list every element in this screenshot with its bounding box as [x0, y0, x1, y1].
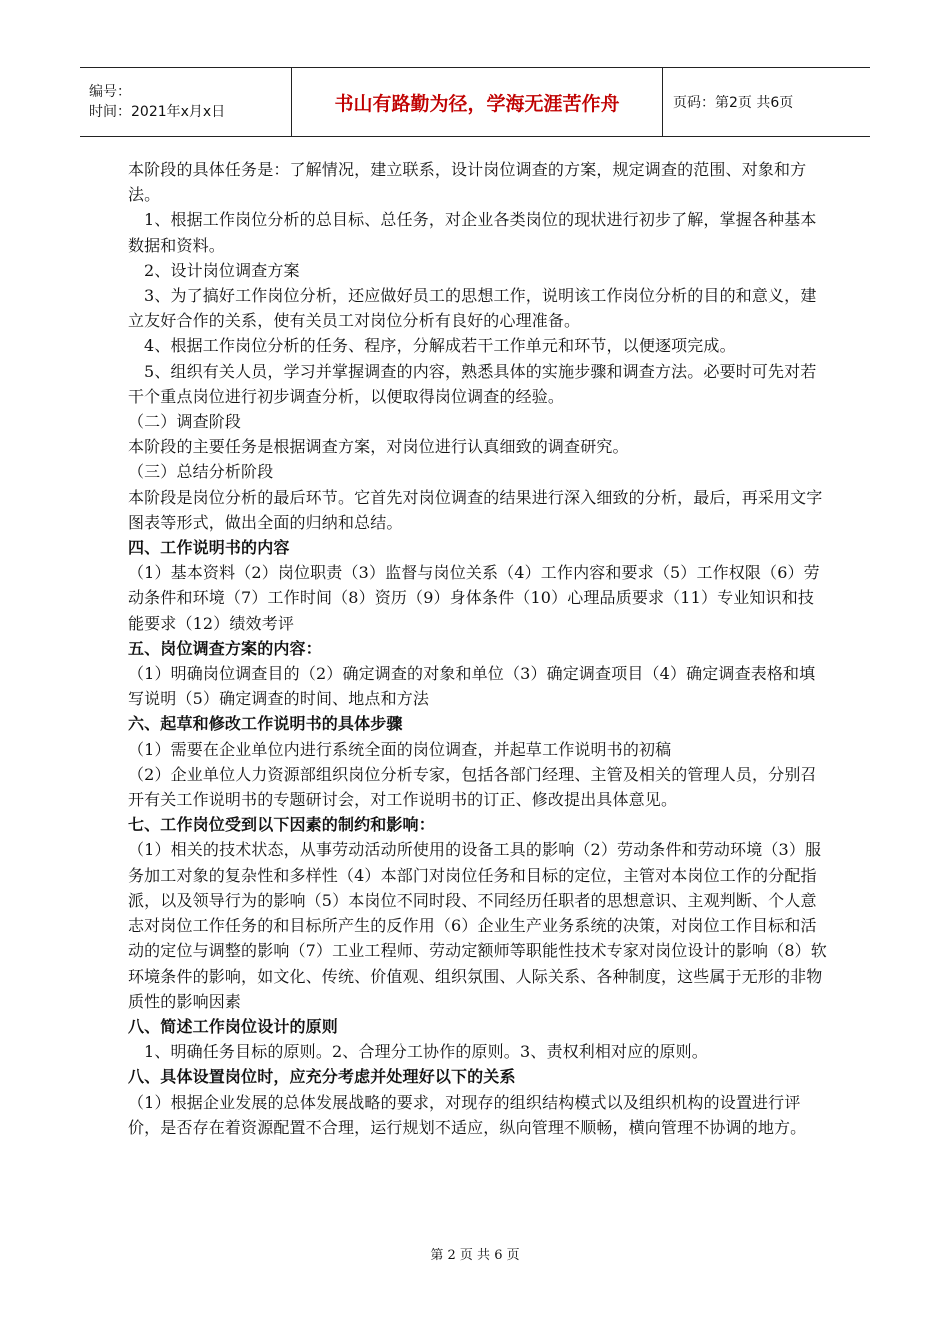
page-header [80, 67, 870, 137]
paragraph: 本阶段的具体任务是：了解情况，建立联系，设计岗位调查的方案，规定调查的范围、对象和方法。 [128, 160, 807, 205]
paragraph: 本阶段的主要任务是根据调查方案，对岗位进行认真细致的调查研究。 [128, 437, 629, 457]
paragraph: （三）总结分析阶段 [128, 462, 274, 482]
document-date: 时间：2021年x月x日 [89, 104, 226, 120]
header-motto [292, 68, 663, 136]
header-page-info [663, 68, 870, 136]
footer-page-number: 第 2 页 共 6 页 [430, 1248, 520, 1263]
paragraph: 4、根据工作岗位分析的任务、程序，分解成若干工作单元和环节，以便逐项完成。 [144, 336, 736, 356]
section-heading: 八、简述工作岗位设计的原则 [128, 1016, 338, 1036]
paragraph: 1、明确任务目标的原则。2、合理分工协作的原则。3、责权利相对应的原则。 [144, 1042, 708, 1062]
paragraph: （二）调查阶段 [128, 412, 242, 432]
section-heading: 四、工作说明书的内容 [128, 538, 290, 558]
paragraph: 2、设计岗位调查方案 [144, 260, 300, 280]
header-meta [80, 68, 292, 136]
paragraph: 5、组织有关人员，学习并掌握调查的内容，熟悉具体的实施步骤和调查方法。必要时可先对若干个重点岗位进行初步调查分析，以便取得岗位调查的经验。 [128, 361, 817, 406]
section-heading: 六、起草和修改工作说明书的具体步骤 [128, 714, 403, 734]
document-body [128, 157, 828, 1140]
paragraph: （1）明确岗位调查目的（2）确定调查的对象和单位（3）确定调查项目（4）确定调查表格和填写说明（5）确定调查的时间、地点和方法 [128, 664, 816, 709]
paragraph: （1）根据企业发展的总体发展战略的要求，对现存的组织结构模式以及组织机构的设置进行评价，是否存在着资源配置不合理，运行规划不适应，纵向管理不顺畅，横向管理不协调的地方。 [128, 1092, 807, 1137]
section-heading: 五、岗位调查方案的内容： [128, 638, 322, 658]
section-heading: 八、具体设置岗位时，应充分考虑并处理好以下的关系 [128, 1067, 516, 1087]
paragraph: （1）相关的技术状态，从事劳动活动所使用的设备工具的影响（2）劳动条件和劳动环境（3）服务加工对象的复杂性和多样性（4）本部门对岗位任务和目标的定位，主管对本岗位工作的分配指派，以及领导行为的影响（5）本岗位不同时段、不同经历任职者的思想意识、主观判断、个人意志对岗位工作任务的和目标所产生的反作用（6）企业生产业务系统的决策，对岗位工作目标和活动的定位与调整的影响（7）工业工程师、劳动定额师等职能性技术专家对岗位设计的影响（8）软环境条件的影响，如文化、传统、价值观、组织氛围、人际关系、各种制度，这些属于无形的非物质性的影响因素 [128, 840, 827, 1011]
paragraph: （1）需要在企业单位内进行系统全面的岗位调查，并起草工作说明书的初稿 [128, 739, 672, 759]
page-info-text: 页码：第2页 共6页 [673, 95, 794, 111]
motto-text: 书山有路勤为径，学海无涯苦作舟 [334, 92, 620, 115]
paragraph: 3、为了搞好工作岗位分析，还应做好员工的思想工作，说明该工作岗位分析的目的和意义，建立友好合作的关系，使有关员工对岗位分析有良好的心理准备。 [128, 286, 817, 331]
paragraph: 本阶段是岗位分析的最后环节。它首先对岗位调查的结果进行深入细致的分析，最后，再采用文字图表等形式，做出全面的归纳和总结。 [128, 487, 823, 532]
paragraph: （2）企业单位人力资源部组织岗位分析专家，包括各部门经理、主管及相关的管理人员，分别召开有关工作说明书的专题研讨会，对工作说明书的订正、修改提出具体意见。 [128, 764, 817, 810]
section-heading: 七、工作岗位受到以下因素的制约和影响： [128, 815, 435, 835]
document-number-label: 编号： [89, 84, 131, 100]
page-footer [0, 1244, 950, 1263]
paragraph: （1）基本资料（2）岗位职责（3）监督与岗位关系（4）工作内容和要求（5）工作权限（6）劳动条件和环境（7）工作时间（8）资历（9）身体条件（10）心理品质要求（11）专业知识和技能要求（12）绩效考评 [128, 563, 820, 633]
paragraph: 1、根据工作岗位分析的总目标、总任务，对企业各类岗位的现状进行初步了解，掌握各种基本数据和资料。 [128, 210, 817, 255]
